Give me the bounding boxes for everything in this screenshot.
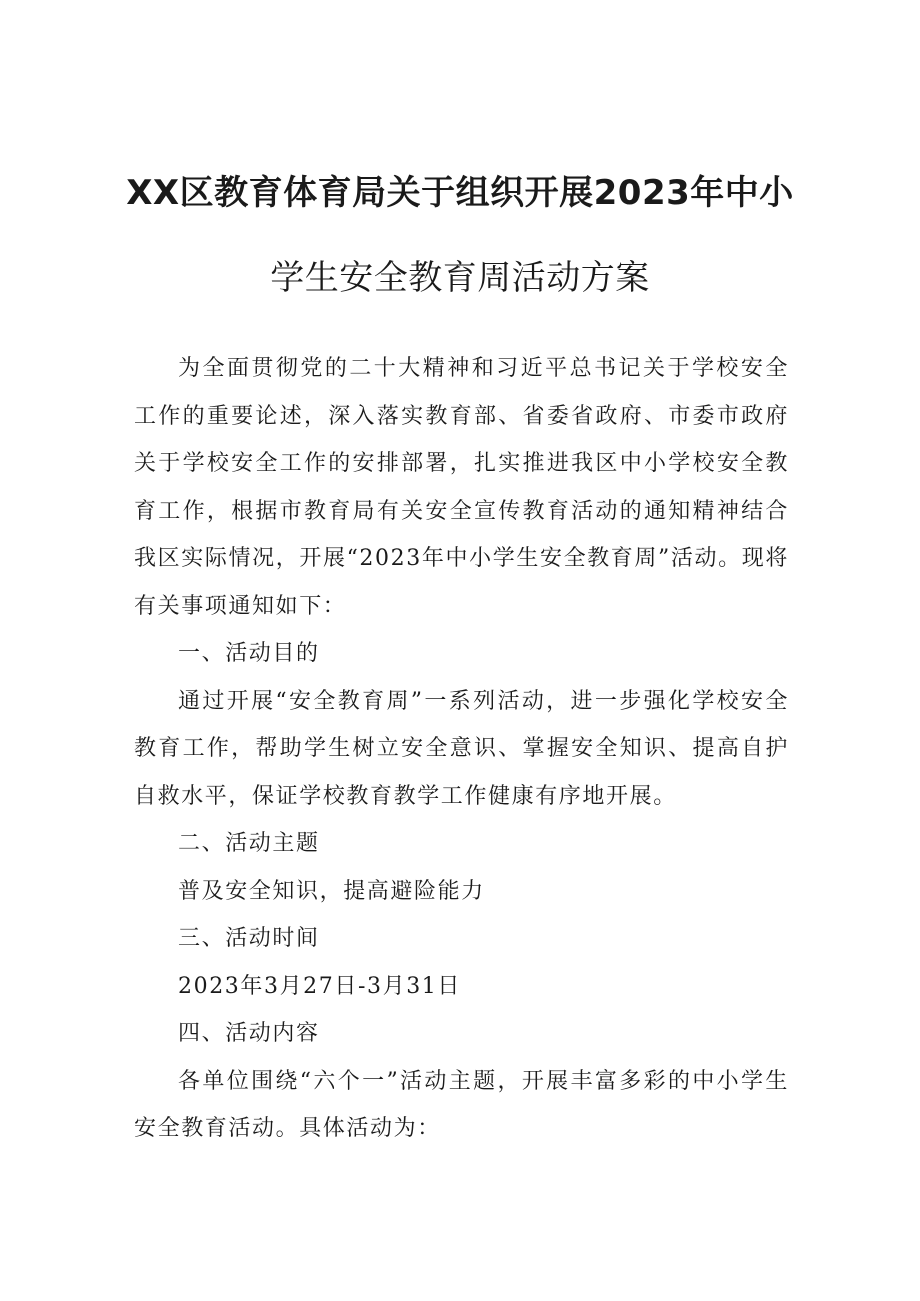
intro-paragraph: 为全面贯彻党的二十大精神和习近平总书记关于学校安全工作的重要论述，深入落实教育部、省委省政府、市委市政府关于学校安全工作的安排部署，扎实推进我区中小学校安全教育工作，根据市教育局有关安全宣传教育活动的通知精神结合我区实际情况，开展“2023年中小学生安全教育周”活动。现将有关事项通知如下： (134, 356, 789, 619)
section-heading-purpose: 一、活动目的 (178, 641, 320, 666)
document-body (134, 345, 789, 1153)
time-paragraph: 2023年3月27日-3月31日 (178, 973, 462, 999)
section-heading-content: 四、活动内容 (178, 1021, 320, 1046)
section-heading-theme: 二、活动主题 (178, 831, 320, 856)
section-heading-time: 三、活动时间 (178, 926, 320, 951)
theme-paragraph: 普及安全知识，提高避险能力 (178, 878, 485, 904)
content-paragraph: 各单位围绕“六个一”活动主题，开展丰富多彩的中小学生安全教育活动。具体活动为： (134, 1068, 789, 1141)
purpose-paragraph: 通过开展“安全教育周”一系列活动，进一步强化学校安全教育工作，帮助学生树立安全意识、掌握安全知识、提高自护自救水平，保证学校教育教学工作健康有序地开展。 (134, 688, 789, 809)
document-title-line-1: XX区教育体育局关于组织开展2023年中小 (126, 173, 794, 213)
document-title-line-2: 学生安全教育周活动方案 (270, 258, 650, 298)
